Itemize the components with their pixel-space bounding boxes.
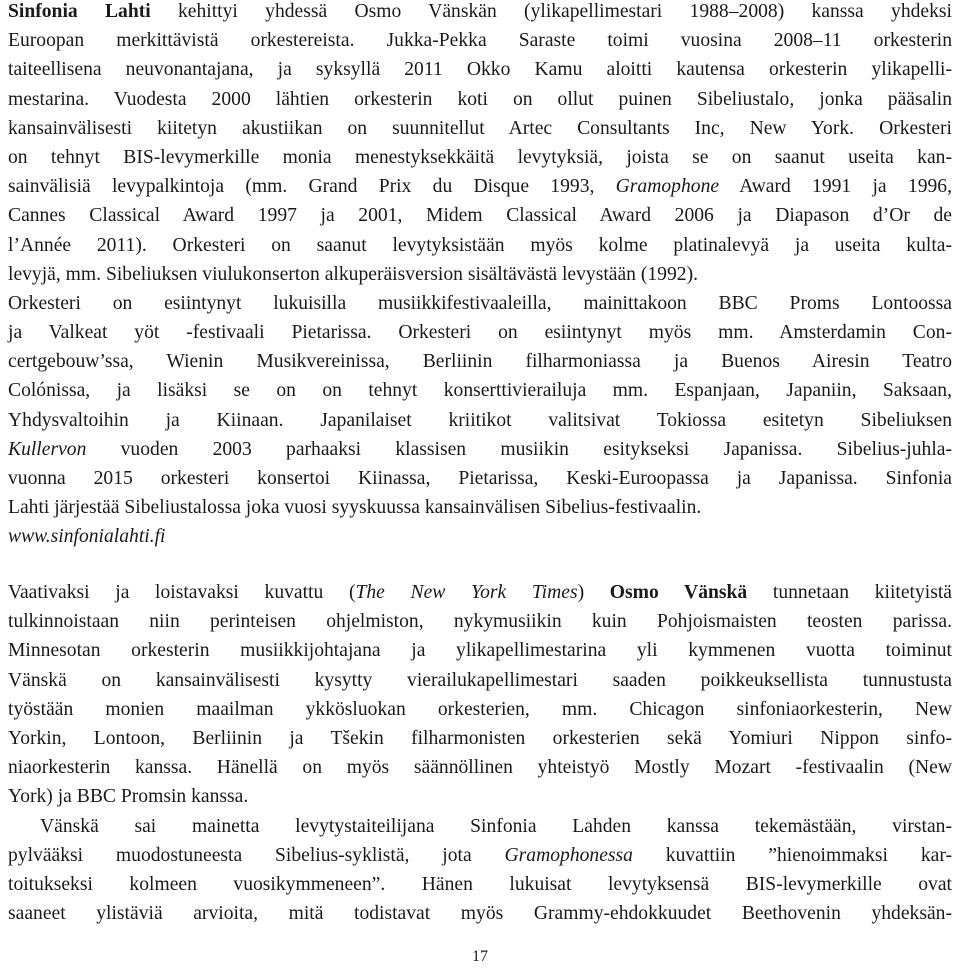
text-line [8,289,952,318]
text-line [8,753,952,782]
italic-text: Kullervon [8,438,87,460]
italic-text: Gramophone [615,176,720,198]
text-run: Cannes Classical Award 1997 ja 2001, Midem Classical Award 2006 ja Diapason d’Or de [8,205,952,227]
text-run: toitukseksi kolmeen vuosikymmeneen”. Hänen lukuisat levytyksensä BIS-levymerkille ovat [8,873,952,895]
text-line [8,26,952,55]
text-run: Orkesteri on esiintynyt lukuisilla musiikkifestivaaleilla, mainittakoon BBC Proms Lontoossa [8,292,952,314]
text-line [8,85,952,114]
text-line [8,435,952,464]
text-line [8,666,952,695]
text-run: niaorkesterin kanssa. Hänellä on myös säännöllinen yhteistyö Mostly Mozart -festivaalin (New [8,757,952,779]
text-run: York) ja BBC Promsin kanssa. [8,786,249,808]
text-line [8,347,952,376]
text-run: työstään monien maailman ykkösluokan orkesterien, mm. Chicagon sinfoniaorkesterin, New [8,698,952,720]
text-line [8,522,952,551]
page-number: 17 [472,948,488,965]
text-run: pylvääksi muodostuneesta Sibelius-syklistä, jota [8,844,505,866]
text-run: Minnesotan orkesterin musiikkijohtajana ja ylikapellimestarina yli kymmenen vuotta toiminut [8,640,952,662]
text-line [8,724,952,753]
text-line [8,172,952,201]
text-run: Award 1991 ja 1996, [719,176,952,198]
text-line [8,201,952,230]
bold-text: Osmo Vänskä [609,582,748,603]
text-line [8,114,952,143]
text-line [8,782,952,811]
text-line [8,55,952,84]
text-run: kuvattiin ”hienoimmaksi kar- [632,844,952,866]
text-run: Yorkin, Lontoon, Berliinin ja Tšekin filharmonisten orkesterien sekä Yomiuri Nippon sinfo- [8,727,952,749]
text-line [8,578,952,607]
text-run: tulkinnoistaan niin perinteisen ohjelmiston, nykymusiikin kuin Pohjoismaisten teosten parissa. [8,611,952,633]
italic-text: www.sinfonialahti.fi [8,526,166,548]
text-run: Vänskä sai mainetta levytystaiteilijana Sinfonia Lahden kanssa tekemästään, virstan- [40,815,952,837]
text-line [8,0,952,26]
text-run: taiteellisena neuvonantajana, ja syksyllä 2011 Okko Kamu aloitti kautensa orkesterin ylikapelli- [8,59,952,81]
text-line [8,376,952,405]
text-run: Vänskä on kansainvälisesti kysytty vierailukapellimestari saaden poikkeuksellista tunnustusta [8,669,952,691]
text-run: saaneet ylistäviä arvioita, mitä todistavat myös Grammy-ehdokkuudet Beethovenin yhdeksän- [8,903,952,925]
text-run: certgebouw’ssa, Wienin Musikvereinissa, Berliinin filharmoniassa ja Buenos Airesin Teatro [8,351,952,373]
text-line [8,870,952,899]
paragraph-sinfonia-lahti [8,0,952,552]
text-run: ) [577,582,610,603]
text-run: Yhdysvaltoihin ja Kiinaan. Japanilaiset kriitikot valitsivat Tokiossa esitetyn Sibeliuksen [8,409,952,431]
text-line [8,143,952,172]
text-run: Lahti järjestää Sibeliustalossa joka vuosi syyskuussa kansainvälisen Sibelius-festivaalin. [8,497,702,519]
italic-text: Gramophonessa [504,844,633,866]
text-run: sainvälisiä levypalkintoja (mm. Grand Prix du Disque 1993, [8,176,616,198]
text-line [8,318,952,347]
text-run: on tehnyt BIS-levymerkille monia menestyksekkäitä levytyksiä, joista se on saanut useita kan- [8,146,952,168]
text-run: vuonna 2015 orkesteri konsertoi Kiinassa, Pietarissa, Keski-Euroopassa ja Japanissa. Sinfonia [8,468,952,489]
text-line [8,812,952,841]
text-run: tunnetaan kiitetyistä [747,582,952,603]
text-line [8,636,952,665]
paragraph-osmo-vanska [8,578,952,928]
text-line [8,695,952,724]
text-run: levyjä, mm. Sibeliuksen viulukonserton alkuperäisversion sisältävästä levystään (1992). [8,263,698,285]
text-run: kansainvälisesti kiitetyn akustiikan on suunnitellut Artec Consultants Inc, New York. Orkesteri [8,117,952,139]
bold-text: Sinfonia Lahti [8,1,151,22]
text-run: Euroopan merkittävistä orkestereista. Jukka-Pekka Saraste toimi vuosina 2008–11 orkesterin [8,30,952,52]
text-run: Colónissa, ja lisäksi se on on tehnyt konserttivierailuja mm. Espanjaan, Japaniin, Saksaan, [8,380,952,402]
text-line [8,493,952,522]
italic-text: The New York Times [355,582,578,603]
text-line [8,406,952,435]
text-run: Vaativaksi ja loistavaksi kuvattu ( [8,582,356,603]
text-line [8,841,952,870]
text-run: mestarina. Vuodesta 2000 lähtien orkesterin koti on ollut puinen Sibeliustalo, jonka pääsalin [8,88,952,110]
text-line [8,231,952,260]
text-run: vuoden 2003 parhaaksi klassisen musiikin esitykseksi Japanissa. Sibelius-juhla- [86,438,952,460]
text-line [8,464,952,493]
text-line [8,899,952,928]
text-run: kehittyi yhdessä Osmo Vänskän (ylikapellimestari 1988–2008) kanssa yhdeksi [150,1,952,22]
text-line [8,260,952,289]
text-line [8,607,952,636]
text-run: l’Année 2011). Orkesteri on saanut levytyksistään myös kolme platinalevyä ja useita kulta- [8,234,952,256]
text-run: ja Valkeat yöt -festivaali Pietarissa. Orkesteri on esiintynyt myös mm. Amsterdamin Con- [8,322,952,344]
